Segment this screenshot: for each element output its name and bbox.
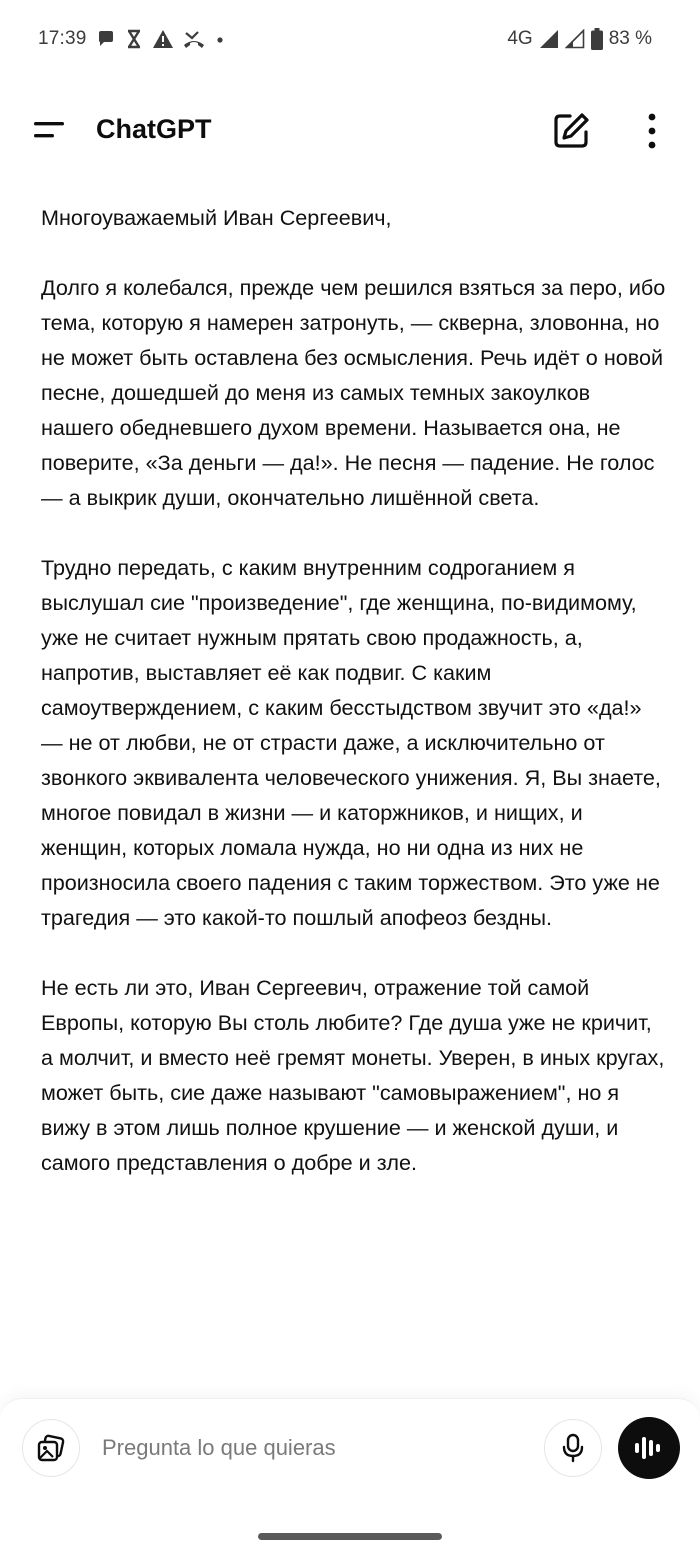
warning-icon xyxy=(152,29,174,49)
composer xyxy=(0,1398,700,1556)
status-time: 17:39 xyxy=(38,28,87,49)
attach-image-icon xyxy=(35,1432,67,1464)
network-type: 4G xyxy=(507,28,533,49)
hourglass-icon xyxy=(125,29,143,49)
signal-weak-icon xyxy=(565,29,585,49)
microphone-icon xyxy=(559,1433,587,1463)
menu-button[interactable] xyxy=(24,110,72,150)
signal-icon xyxy=(539,29,559,49)
more-options-button[interactable] xyxy=(634,108,670,154)
missed-call-icon xyxy=(183,29,205,49)
app-header xyxy=(0,96,700,166)
prompt-input[interactable] xyxy=(102,1429,522,1467)
app-title: ChatGPT xyxy=(96,114,212,144)
status-right xyxy=(507,28,652,50)
home-indicator[interactable] xyxy=(258,1533,442,1540)
new-chat-button[interactable] xyxy=(548,108,594,154)
microphone-button[interactable] xyxy=(544,1419,602,1477)
new-chat-icon xyxy=(548,108,594,154)
assistant-message xyxy=(41,200,666,1215)
more-vert-icon xyxy=(634,108,670,154)
message-paragraph: Трудно передать, с каким внутренним содроганием я выслушал сие "произведение", где женщина, по-видимому, уже не считает нужным прятать свою продажность, а, напротив, выставляет её как подвиг. С каким самоутверждением, с каким бесстыдством звучит это «да!» — не от любви, не от страсти даже, а исключительно от звонкого эквивалента человеческого унижения. Я, Вы знаете, многое повидал в жизни — и каторжников, и нищих, и женщин, которых ломала нужда, но ни одна из них не произносила своего падения с таким торжеством. Это уже не трагедия — это какой-то пошлый апофеоз бездны. xyxy=(41,555,661,930)
dot-icon xyxy=(214,29,226,49)
message-greeting: Многоуважаемый Иван Сергеевич, xyxy=(41,205,392,230)
voice-mode-button[interactable] xyxy=(618,1417,680,1479)
message-paragraph: Не есть ли это, Иван Сергеевич, отражение той самой Европы, которую Вы столь любите? Где душа уже не кричит, а молчит, и вместо неё гремят монеты. Уверен, в иных кругах, может быть, сие даже называют "самовыражением", но я вижу в этом лишь полное крушение — и женской души, и самого представления о добре и зле. xyxy=(41,975,665,1175)
menu-icon xyxy=(24,110,72,150)
battery-icon xyxy=(591,28,603,50)
message-paragraph: Долго я колебался, прежде чем решился взяться за перо, ибо тема, которую я намерен затронуть, — скверна, зловонна, но не может быть оставлена без осмысления. Речь идёт о новой песне, дошедшей до меня из самых темных закоулков нашего обедневшего духом времени. Называется она, не поверите, «За деньги — да!». Не песня — падение. Не голос — а выкрик души, окончательно лишённой света. xyxy=(41,275,666,510)
notification-icons xyxy=(96,28,226,50)
status-bar xyxy=(0,0,700,78)
voice-mode-icon xyxy=(632,1433,666,1463)
battery-level: 83 % xyxy=(608,28,652,49)
attach-button[interactable] xyxy=(22,1419,80,1477)
chat-bubble-icon xyxy=(96,29,116,49)
